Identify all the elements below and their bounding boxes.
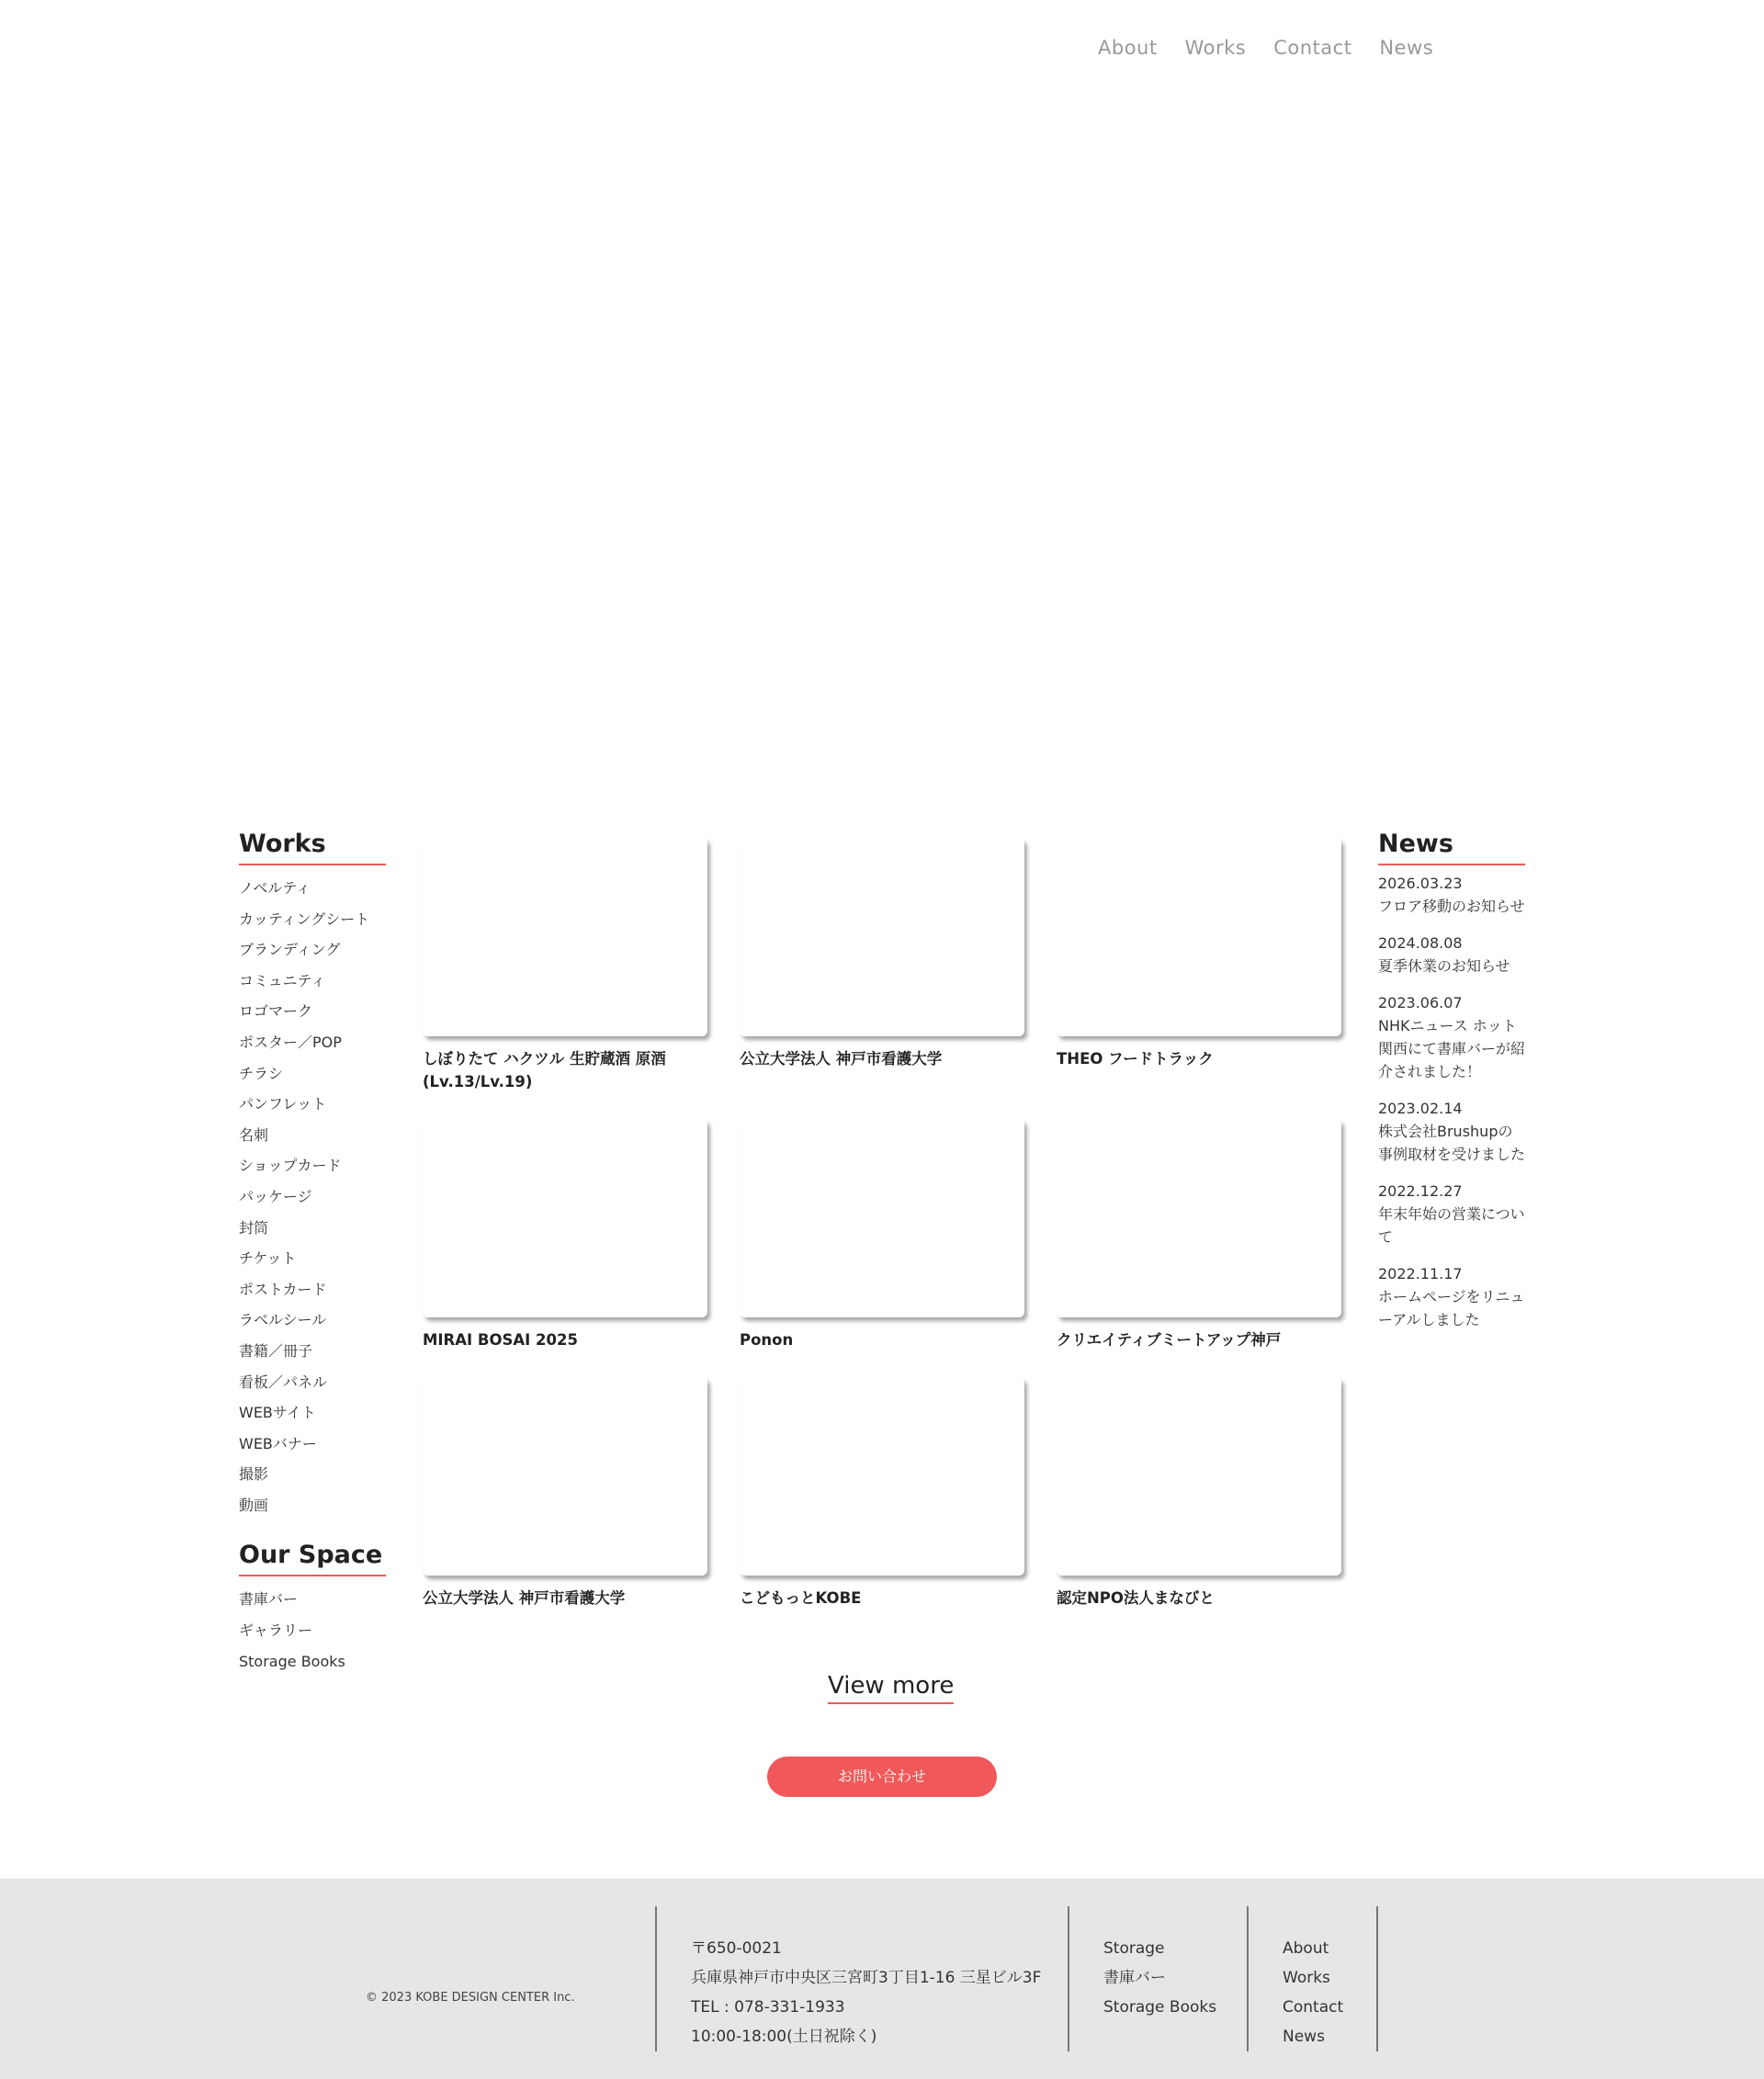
footer-address (691, 1934, 1041, 2051)
news-text[interactable]: 夏季休業のお知らせ (1378, 957, 1510, 975)
news-date: 2026.03.23 (1378, 875, 1463, 892)
work-thumbnail[interactable] (423, 838, 707, 1036)
category-link[interactable]: ポストカード (239, 1280, 327, 1298)
footer-link-works[interactable]: Works (1283, 1969, 1330, 1987)
nav-about[interactable]: About (1098, 37, 1158, 59)
footer-link-news[interactable]: News (1283, 2028, 1325, 2046)
footer-link-storage-books[interactable]: Storage Books (1103, 1998, 1217, 2017)
work-thumbnail[interactable] (1057, 838, 1341, 1036)
category-link[interactable]: WEBサイト (239, 1404, 316, 1422)
news-panel (1378, 829, 1525, 1346)
news-item[interactable] (1378, 992, 1525, 1083)
category-link[interactable]: 封筒 (239, 1218, 269, 1237)
business-hours: 10:00-18:00(土日祝除く) (691, 2028, 877, 2046)
space-link[interactable]: 書庫バー (239, 1590, 299, 1609)
news-item[interactable] (1378, 873, 1525, 918)
work-card[interactable] (1057, 838, 1343, 1070)
footer-divider (1247, 1906, 1249, 2051)
work-card[interactable] (423, 1377, 709, 1610)
category-link[interactable]: ロゴマーク (239, 1002, 313, 1021)
footer-divider (1376, 1906, 1378, 2051)
footer-site-links (1283, 1934, 1343, 2051)
news-item[interactable] (1378, 932, 1525, 977)
news-item[interactable] (1378, 1098, 1525, 1166)
work-title[interactable]: こどもっとKOBE (740, 1589, 862, 1607)
top-nav (1098, 37, 1433, 59)
news-item[interactable] (1378, 1263, 1525, 1331)
news-heading: News (1378, 829, 1525, 865)
news-text[interactable]: NHKニュース ホット関西にて書庫バーが紹介されました！ (1378, 1017, 1526, 1080)
footer-storage-links (1103, 1934, 1216, 2022)
address-line: 兵庫県神戸市中央区三宮町3丁目1-16 三星ビル3F (691, 1969, 1042, 1987)
category-link[interactable]: 名刺 (239, 1125, 269, 1144)
work-title[interactable]: しぼりたて ハクツル 生貯蔵酒 原酒 (Lv.13/Lv.19) (423, 1050, 666, 1090)
news-date: 2022.11.17 (1378, 1265, 1463, 1282)
postal-code: 〒650-0021 (691, 1939, 782, 1958)
category-link[interactable]: パッケージ (239, 1187, 312, 1205)
work-title[interactable]: 認定NPO法人まなびと (1057, 1589, 1215, 1607)
news-date: 2024.08.08 (1378, 934, 1463, 952)
nav-news[interactable]: News (1379, 37, 1434, 59)
phone-number: TEL : 078-331-1933 (691, 1998, 845, 2017)
our-space-list (239, 1584, 386, 1677)
work-title[interactable]: Ponon (740, 1331, 794, 1349)
works-heading: Works (239, 829, 386, 865)
news-item[interactable] (1378, 1181, 1525, 1249)
space-link[interactable]: ギャラリー (239, 1621, 313, 1640)
footer (0, 1879, 1764, 2079)
news-date: 2023.02.14 (1378, 1100, 1463, 1117)
contact-button[interactable]: お問い合わせ (767, 1757, 997, 1797)
work-thumbnail[interactable] (740, 1377, 1024, 1576)
footer-link-about[interactable]: About (1283, 1939, 1329, 1958)
footer-divider (655, 1906, 657, 2051)
footer-link-contact[interactable]: Contact (1283, 1998, 1344, 2017)
view-more-link[interactable]: View more (828, 1672, 954, 1704)
work-card[interactable] (1057, 1119, 1343, 1351)
works-category-list (239, 873, 386, 1520)
work-thumbnail[interactable] (423, 1119, 707, 1317)
category-link[interactable]: ラベルシール (239, 1311, 327, 1329)
category-link[interactable]: WEBバナー (239, 1434, 317, 1452)
work-card[interactable] (740, 838, 1026, 1070)
work-title[interactable]: THEO フードトラック (1057, 1050, 1214, 1068)
work-thumbnail[interactable] (1057, 1119, 1341, 1317)
news-text[interactable]: 年末年始の営業について (1378, 1205, 1525, 1246)
category-link[interactable]: 撮影 (239, 1465, 269, 1484)
work-thumbnail[interactable] (740, 838, 1024, 1036)
our-space-heading: Our Space (239, 1540, 386, 1576)
work-thumbnail[interactable] (740, 1119, 1024, 1317)
category-link[interactable]: コミュニティ (239, 971, 326, 989)
category-link[interactable]: チラシ (239, 1064, 284, 1082)
work-title[interactable]: MIRAI BOSAI 2025 (423, 1331, 578, 1349)
news-date: 2023.06.07 (1378, 994, 1463, 1011)
footer-divider (1068, 1906, 1069, 2051)
nav-works[interactable]: Works (1184, 37, 1247, 59)
news-list (1378, 873, 1525, 1331)
category-link[interactable]: ポスター／POP (239, 1033, 342, 1051)
work-card[interactable] (1057, 1377, 1343, 1610)
work-card[interactable] (423, 838, 709, 1093)
work-thumbnail[interactable] (1057, 1377, 1341, 1576)
work-card[interactable] (740, 1119, 1026, 1351)
work-title[interactable]: 公立大学法人 神戸市看護大学 (423, 1589, 626, 1607)
category-link[interactable]: カッティングシート (239, 910, 370, 928)
work-card[interactable] (740, 1377, 1026, 1610)
copyright: © 2023 KOBE DESIGN CENTER Inc. (366, 1991, 575, 2005)
nav-contact[interactable]: Contact (1273, 37, 1352, 59)
news-date: 2022.12.27 (1378, 1182, 1463, 1200)
category-link[interactable]: 動画 (239, 1496, 269, 1514)
category-link[interactable]: 看板／パネル (239, 1373, 328, 1391)
news-text[interactable]: フロア移動のお知らせ (1378, 898, 1525, 915)
category-link[interactable]: チケット (239, 1249, 297, 1268)
category-link[interactable]: ブランディング (239, 941, 341, 959)
space-link[interactable]: Storage Books (239, 1652, 345, 1670)
work-thumbnail[interactable] (423, 1377, 707, 1576)
footer-link-storage[interactable]: Storage (1103, 1939, 1165, 1958)
category-link[interactable]: パンフレット (239, 1095, 327, 1113)
work-title[interactable]: クリエイティブミートアップ神戸 (1057, 1331, 1282, 1349)
news-text[interactable]: ホームページをリニューアルしました (1378, 1288, 1525, 1328)
sidebar (239, 829, 386, 1677)
category-link[interactable]: 書籍／冊子 (239, 1341, 313, 1360)
footer-link-shoko-bar[interactable]: 書庫バー (1103, 1969, 1166, 1987)
news-text[interactable]: 株式会社Brushupの事例取材を受けました (1378, 1123, 1526, 1163)
category-link[interactable]: ノベルティ (239, 879, 311, 897)
category-link[interactable]: ショップカード (239, 1157, 342, 1175)
work-title[interactable]: 公立大学法人 神戸市看護大学 (740, 1050, 943, 1068)
work-card[interactable] (423, 1119, 709, 1351)
